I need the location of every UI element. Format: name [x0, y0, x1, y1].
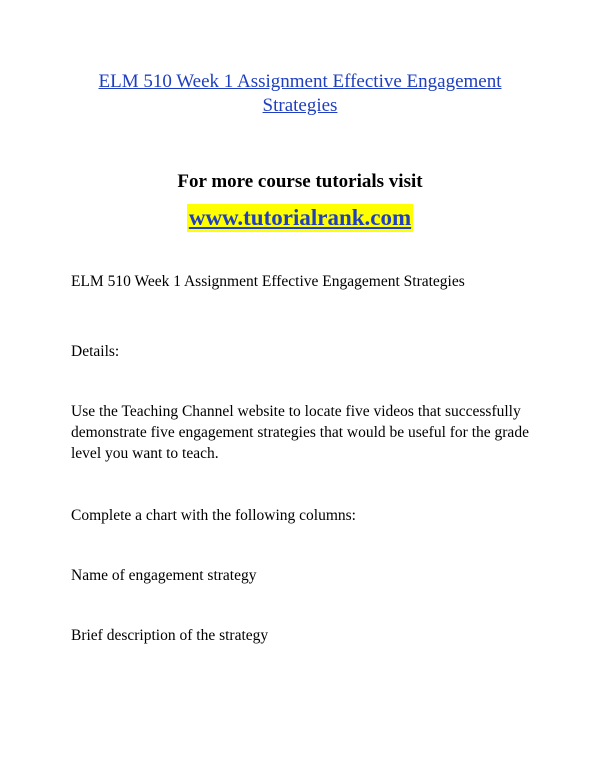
paragraph-course-title: ELM 510 Week 1 Assignment Effective Engagement Strategies	[71, 273, 465, 290]
paragraph-chart-instructions: Complete a chart with the following columns:	[71, 507, 356, 524]
site-link-container	[60, 204, 540, 232]
promo-text: For more course tutorials visit	[177, 171, 423, 192]
paragraph-column-name: Name of engagement strategy	[71, 567, 257, 584]
site-link[interactable]: www.tutorialrank.com	[188, 205, 412, 230]
paragraph-column-description: Brief description of the strategy	[71, 627, 269, 644]
paragraph-instructions: Use the Teaching Channel website to locate five videos that successfully demonstrate five engagement strategies that would be useful for the grade level you want to teach.	[71, 403, 529, 462]
paragraph-details-heading: Details:	[71, 343, 120, 360]
title-link[interactable]: ELM 510 Week 1 Assignment Effective Engagement Strategies	[98, 71, 502, 116]
